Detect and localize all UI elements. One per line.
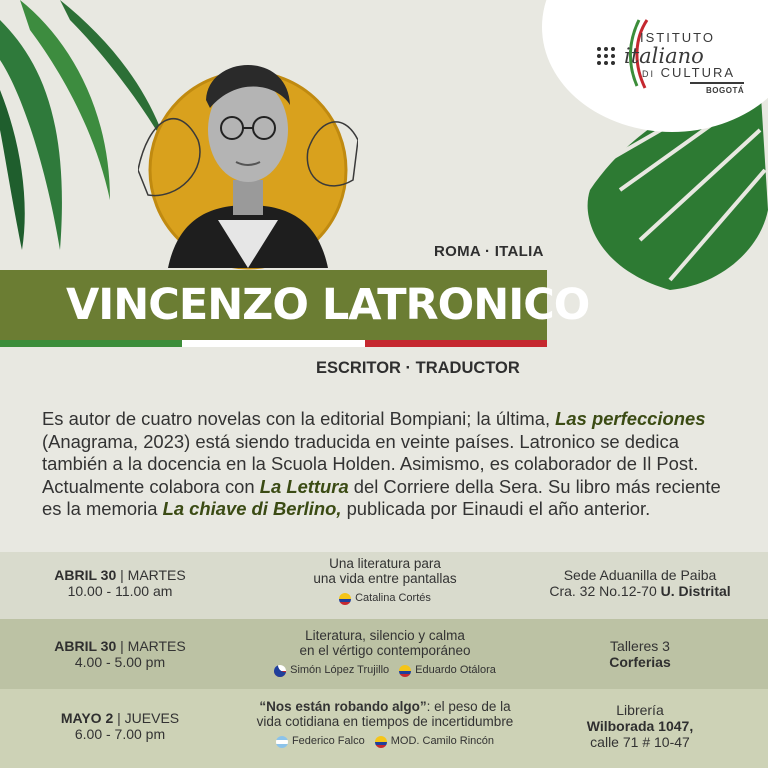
speaker-bio	[42, 408, 742, 521]
venue-line1: Librería	[616, 702, 664, 718]
logo-text-italiano: italiano	[624, 44, 704, 68]
event-venue	[520, 638, 760, 670]
venue-address: Cra. 32 No.12-70	[549, 583, 657, 599]
event-title-line2: vida cotidiana en tiempos de incertidumbre	[256, 714, 514, 729]
bio-text-1: Es autor de cuatro novelas con la editorial Bompiani; la última,	[42, 408, 556, 429]
event-participants	[240, 591, 530, 606]
event-row	[0, 689, 768, 768]
speaker-name: VINCENZO LATRONICO	[66, 280, 590, 330]
participant	[274, 663, 389, 678]
logo-text-istituto: ISTITUTO	[640, 30, 715, 45]
flag-stripe-green	[0, 340, 182, 347]
bio-text-3: del Corriere della Sera. Su libro más reciente es la memoria	[42, 475, 721, 520]
speaker-location: ROMA · ITALIA	[434, 243, 544, 260]
logo-text-di: DI	[642, 69, 655, 79]
event-title-bold: “Nos están robando algo”	[259, 699, 427, 714]
speaker-role: ESCRITOR · TRADUCTOR	[316, 359, 520, 377]
participant-name: Catalina Cortés	[355, 592, 431, 604]
participant	[276, 734, 365, 749]
italian-flag-stripe	[0, 340, 547, 347]
event-time: 4.00 - 5.00 pm	[74, 654, 166, 670]
participant-name: Federico Falco	[291, 735, 365, 747]
event-day: | JUEVES	[117, 710, 180, 726]
event-day: | MARTES	[120, 638, 186, 654]
participant-name: Eduardo Otálora	[415, 664, 496, 676]
participant-name: MOD. Camilo Rincón	[390, 735, 495, 747]
colombia-flag-icon	[339, 593, 351, 605]
event-date	[10, 638, 230, 670]
participant	[375, 734, 494, 749]
bio-publication: La Lettura	[259, 475, 349, 497]
event-venue	[520, 702, 760, 750]
venue-bold: Corferias	[609, 654, 671, 670]
event-row	[0, 552, 768, 619]
colombia-flag-icon	[375, 736, 387, 748]
event-time: 6.00 - 7.00 pm	[74, 726, 166, 742]
venue-bold: Wilborada 1047,	[586, 718, 694, 734]
bio-text-4: publicada por Einaudi el año anterior.	[341, 498, 651, 520]
colombia-flag-icon	[399, 665, 411, 677]
event-date	[10, 567, 230, 599]
event-day: | MARTES	[120, 567, 186, 583]
event-date	[10, 710, 230, 742]
event-date-label: MAYO 2	[60, 710, 114, 726]
venue-line1: Talleres 3	[610, 638, 670, 654]
flag-stripe-red	[365, 340, 547, 347]
event-title	[240, 556, 530, 606]
event-title-line2: una vida entre pantallas	[313, 571, 457, 586]
logo-text-cultura	[642, 65, 735, 80]
event-venue	[520, 567, 760, 599]
event-row	[0, 619, 768, 689]
speaker-portrait	[138, 30, 358, 270]
event-title-line2: en el vértigo contemporáneo	[299, 643, 471, 658]
bio-text-2: (Anagrama, 2023) está siendo traducida en veinte países. Latronico se dedica también a la docencia en la Scuola Holden. Asimismo, es colaborador de Il Post. Actualmente colabora con	[42, 430, 699, 497]
venue-line1: Sede Aduanilla de Paiba	[563, 567, 717, 583]
venue-address: calle 71 # 10-47	[590, 734, 690, 750]
venue-bold: U. Distrital	[660, 583, 731, 599]
event-time: 10.00 - 11.00 am	[67, 583, 173, 599]
logo-text-cultura-word: CULTURA	[660, 65, 736, 80]
event-title	[240, 699, 530, 749]
event-title	[240, 628, 530, 678]
event-date-label: ABRIL 30	[54, 567, 117, 583]
event-date-label: ABRIL 30	[54, 638, 117, 654]
participant	[399, 663, 496, 678]
argentina-flag-icon	[276, 736, 288, 748]
dot-grid-icon	[596, 46, 618, 68]
event-title-line1: : el peso de la	[426, 699, 511, 714]
event-title-line1: Literatura, silencio y calma	[305, 628, 465, 643]
logo-underline	[690, 82, 744, 84]
logo-text-city: BOGOTÁ	[706, 86, 745, 95]
event-participants	[240, 734, 530, 749]
chile-flag-icon	[274, 665, 286, 677]
bio-book-1: Las perfecciones	[555, 408, 706, 429]
flag-stripe-white	[182, 340, 364, 347]
participant	[339, 591, 431, 606]
bio-book-2: La chiave di Berlino,	[162, 498, 342, 520]
event-title-line1: Una literatura para	[329, 556, 441, 571]
participant-name: Simón López Trujillo	[290, 664, 390, 676]
event-participants	[240, 663, 530, 678]
